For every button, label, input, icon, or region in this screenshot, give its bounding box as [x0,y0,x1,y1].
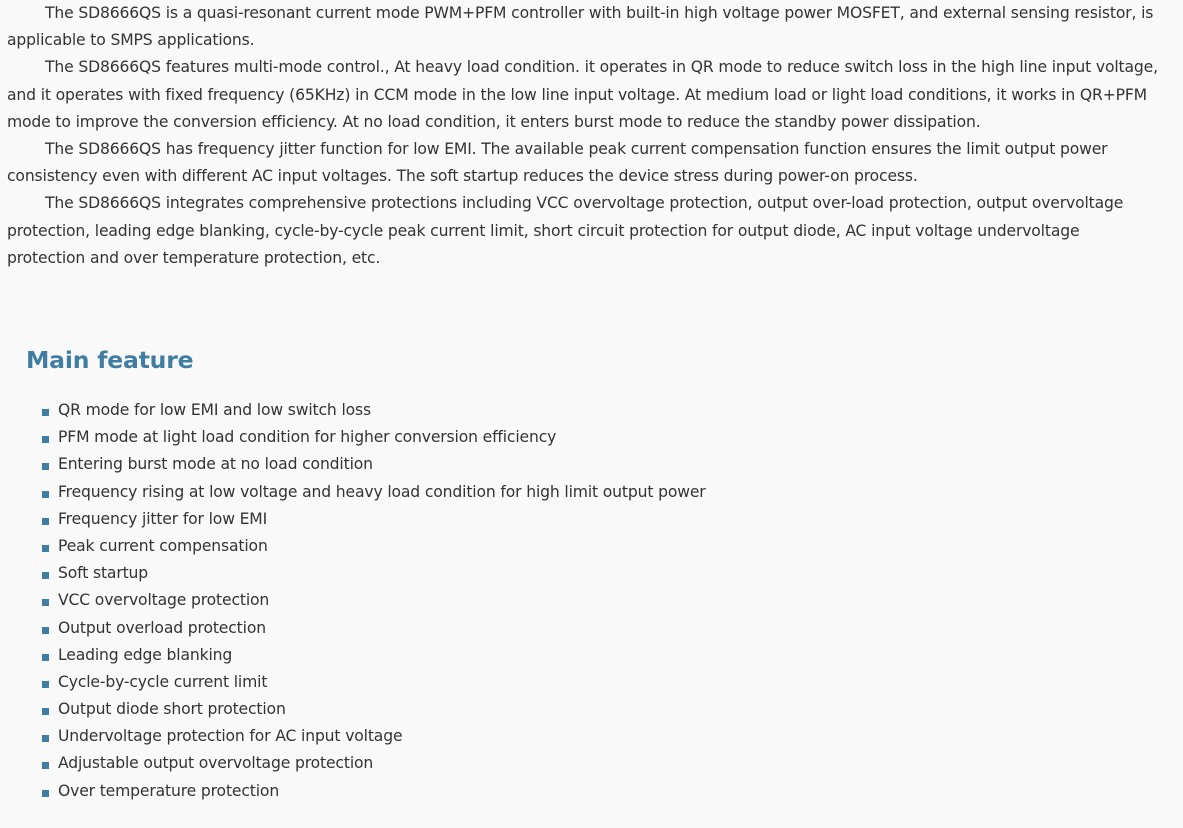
feature-item-label: Over temperature protection [58,781,280,800]
feature-item [42,750,706,777]
square-bullet-icon [42,735,49,742]
square-bullet-icon [42,572,49,579]
feature-item-label: QR mode for low EMI and low switch loss [58,401,371,419]
feature-item [42,533,706,560]
intro-p1-line-2: applicable to SMPS applications. [7,31,255,50]
square-bullet-icon [42,627,49,634]
feature-item [42,587,706,614]
feature-item [42,479,706,506]
feature-item [42,723,706,750]
intro-p4-line-1: The SD8666QS integrates comprehensive protections including VCC overvoltage protection, output over-load protection, output overvoltage [45,194,1124,213]
feature-list [42,397,706,805]
feature-item-label: Output overload protection [58,618,266,637]
feature-item-label: Output diode short protection [58,700,286,719]
intro-paragraph-1 [7,0,1176,54]
square-bullet-icon [42,491,49,498]
intro-p3-line-1: The SD8666QS has frequency jitter function for low EMI. The available peak current compensation function ensures the limit output power [45,140,1108,159]
feature-item [42,642,706,669]
feature-item [42,424,706,451]
intro-p2-line-2: and it operates with fixed frequency (65KHz) in CCM mode in the low line input voltage. At medium load or light load conditions, it works in QR+PFM [7,85,1147,104]
feature-item-label: Frequency rising at low voltage and heavy load condition for high limit output power [58,482,706,501]
feature-item-label: Soft startup [58,564,149,583]
square-bullet-icon [42,518,49,525]
feature-item [42,560,706,587]
intro-p1-line-1: The SD8666QS is a quasi-resonant current mode PWM+PFM controller with built-in high voltage power MOSFET, and external sensing resistor, is [45,4,1154,22]
square-bullet-icon [42,708,49,715]
feature-item-label: Peak current compensation [58,536,268,555]
feature-item-label: Leading edge blanking [58,645,233,664]
intro-paragraph-2 [7,54,1176,136]
feature-item [42,669,706,696]
feature-item [42,506,706,533]
feature-item-label: Entering burst mode at no load condition [58,455,373,474]
feature-item-label: Undervoltage protection for AC input voltage [58,727,403,746]
square-bullet-icon [42,762,49,769]
feature-item-label: PFM mode at light load condition for higher conversion efficiency [58,428,557,447]
intro-p2-line-1: The SD8666QS features multi-mode control., At heavy load condition. it operates in QR mode to reduce switch loss in the high line input voltage, [45,58,1158,77]
feature-item-label: Cycle-by-cycle current limit [58,672,268,691]
intro-section [7,0,1176,272]
square-bullet-icon [42,681,49,688]
feature-item [42,397,706,424]
feature-item [42,778,706,805]
feature-item [42,615,706,642]
feature-item-label: VCC overvoltage protection [58,591,270,610]
feature-item-label: Adjustable output overvoltage protection [58,754,374,773]
intro-p4-line-3: protection and over temperature protection, etc. [7,248,381,267]
feature-item [42,696,706,723]
feature-item-label: Frequency jitter for low EMI [58,509,268,528]
intro-p3-line-2: consistency even with different AC input voltages. The soft startup reduces the device stress during power-on process. [7,167,918,186]
main-feature-heading: Main feature [26,346,194,374]
feature-item [42,451,706,478]
square-bullet-icon [42,409,49,416]
intro-p4-line-2: protection, leading edge blanking, cycle-by-cycle peak current limit, short circuit protection for output diode, AC input voltage undervoltage [7,221,1080,240]
intro-paragraph-3 [7,136,1176,190]
square-bullet-icon [42,545,49,552]
square-bullet-icon [42,654,49,661]
square-bullet-icon [42,436,49,443]
intro-p2-line-3: mode to improve the conversion efficiency. At no load condition, it enters burst mode to reduce the standby power dissipation. [7,112,981,131]
square-bullet-icon [42,599,49,606]
intro-paragraph-4 [7,190,1176,272]
square-bullet-icon [42,463,49,470]
square-bullet-icon [42,790,49,797]
document-body [7,0,1176,800]
